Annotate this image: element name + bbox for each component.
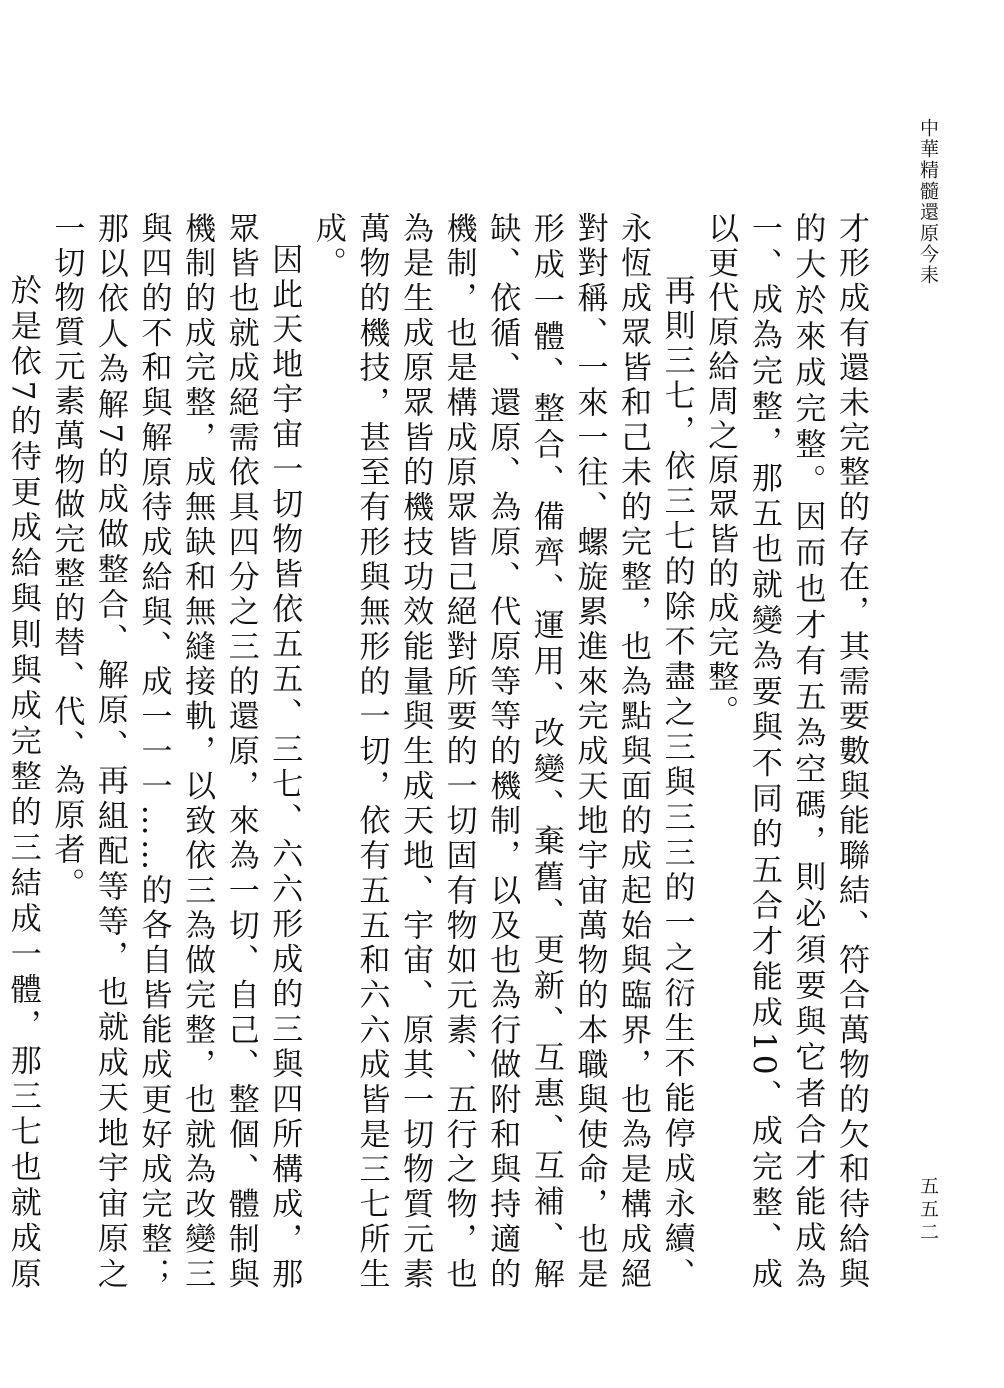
paragraph: 才形成有還未完整的存在，其需要數與能聯結、符合萬物的欠和待給與的大於來成完整。因而也才有五為空碼，則必須要與它者合才能成為一、成為完整，那五也就變為要與不同的五合才能成10、成完整、成以更代原給周之原眾皆的成完整。 bbox=[702, 212, 869, 1292]
paragraph: 因此天地宇宙一切物皆依五五、三七、六六形成的三與四所構成，那眾皆也就成絕需依具四分之三的還原，來為一切、自己、整個、體制與機制的成完整，成無缺和無縫接軌，以致依三為做完整，也就為改變三與四的不和與解原待成給與、成一一一……的各自皆能成更好成完整；那以依人為解7的成做整合、解原、再組配等等，也就成天地宇宙原之一切物質元素萬物做完整的替、代、為原者。 bbox=[48, 212, 303, 1292]
paragraph: 再則三七，依三七的除不盡之三與三三的一之衍生不能停成永續、永恆成眾皆和己未的完整，也為點與面的成起始與臨界，也為是構成絕對對稱、一來一往、螺旋累進來完成天地宇宙萬物的本職與使命，也是形成一體、整合、備齊、運用、改變、棄舊、更新、互惠、互補、解缺、依循、還原、為原、代原等等的機制，以及也為行做附和與持適的機制，也是構成原眾皆己絕對所要的一切固有物如元素、五行之物，也為是生成原眾皆的機技功效能量與生成天地、宇宙、原其一切物質元素萬物的機技，甚至有形與無形的一切，依有五五和六六成皆是三七所生成。 bbox=[309, 212, 695, 1292]
body-text bbox=[4, 212, 872, 1292]
paragraph: 於是依7的待更成給與則與成完整的三結成一體，那三七也就成原 bbox=[4, 274, 41, 1292]
page-number: 五五二 bbox=[917, 1176, 939, 1245]
running-header: 中華精髓還原今耒 bbox=[917, 118, 939, 286]
